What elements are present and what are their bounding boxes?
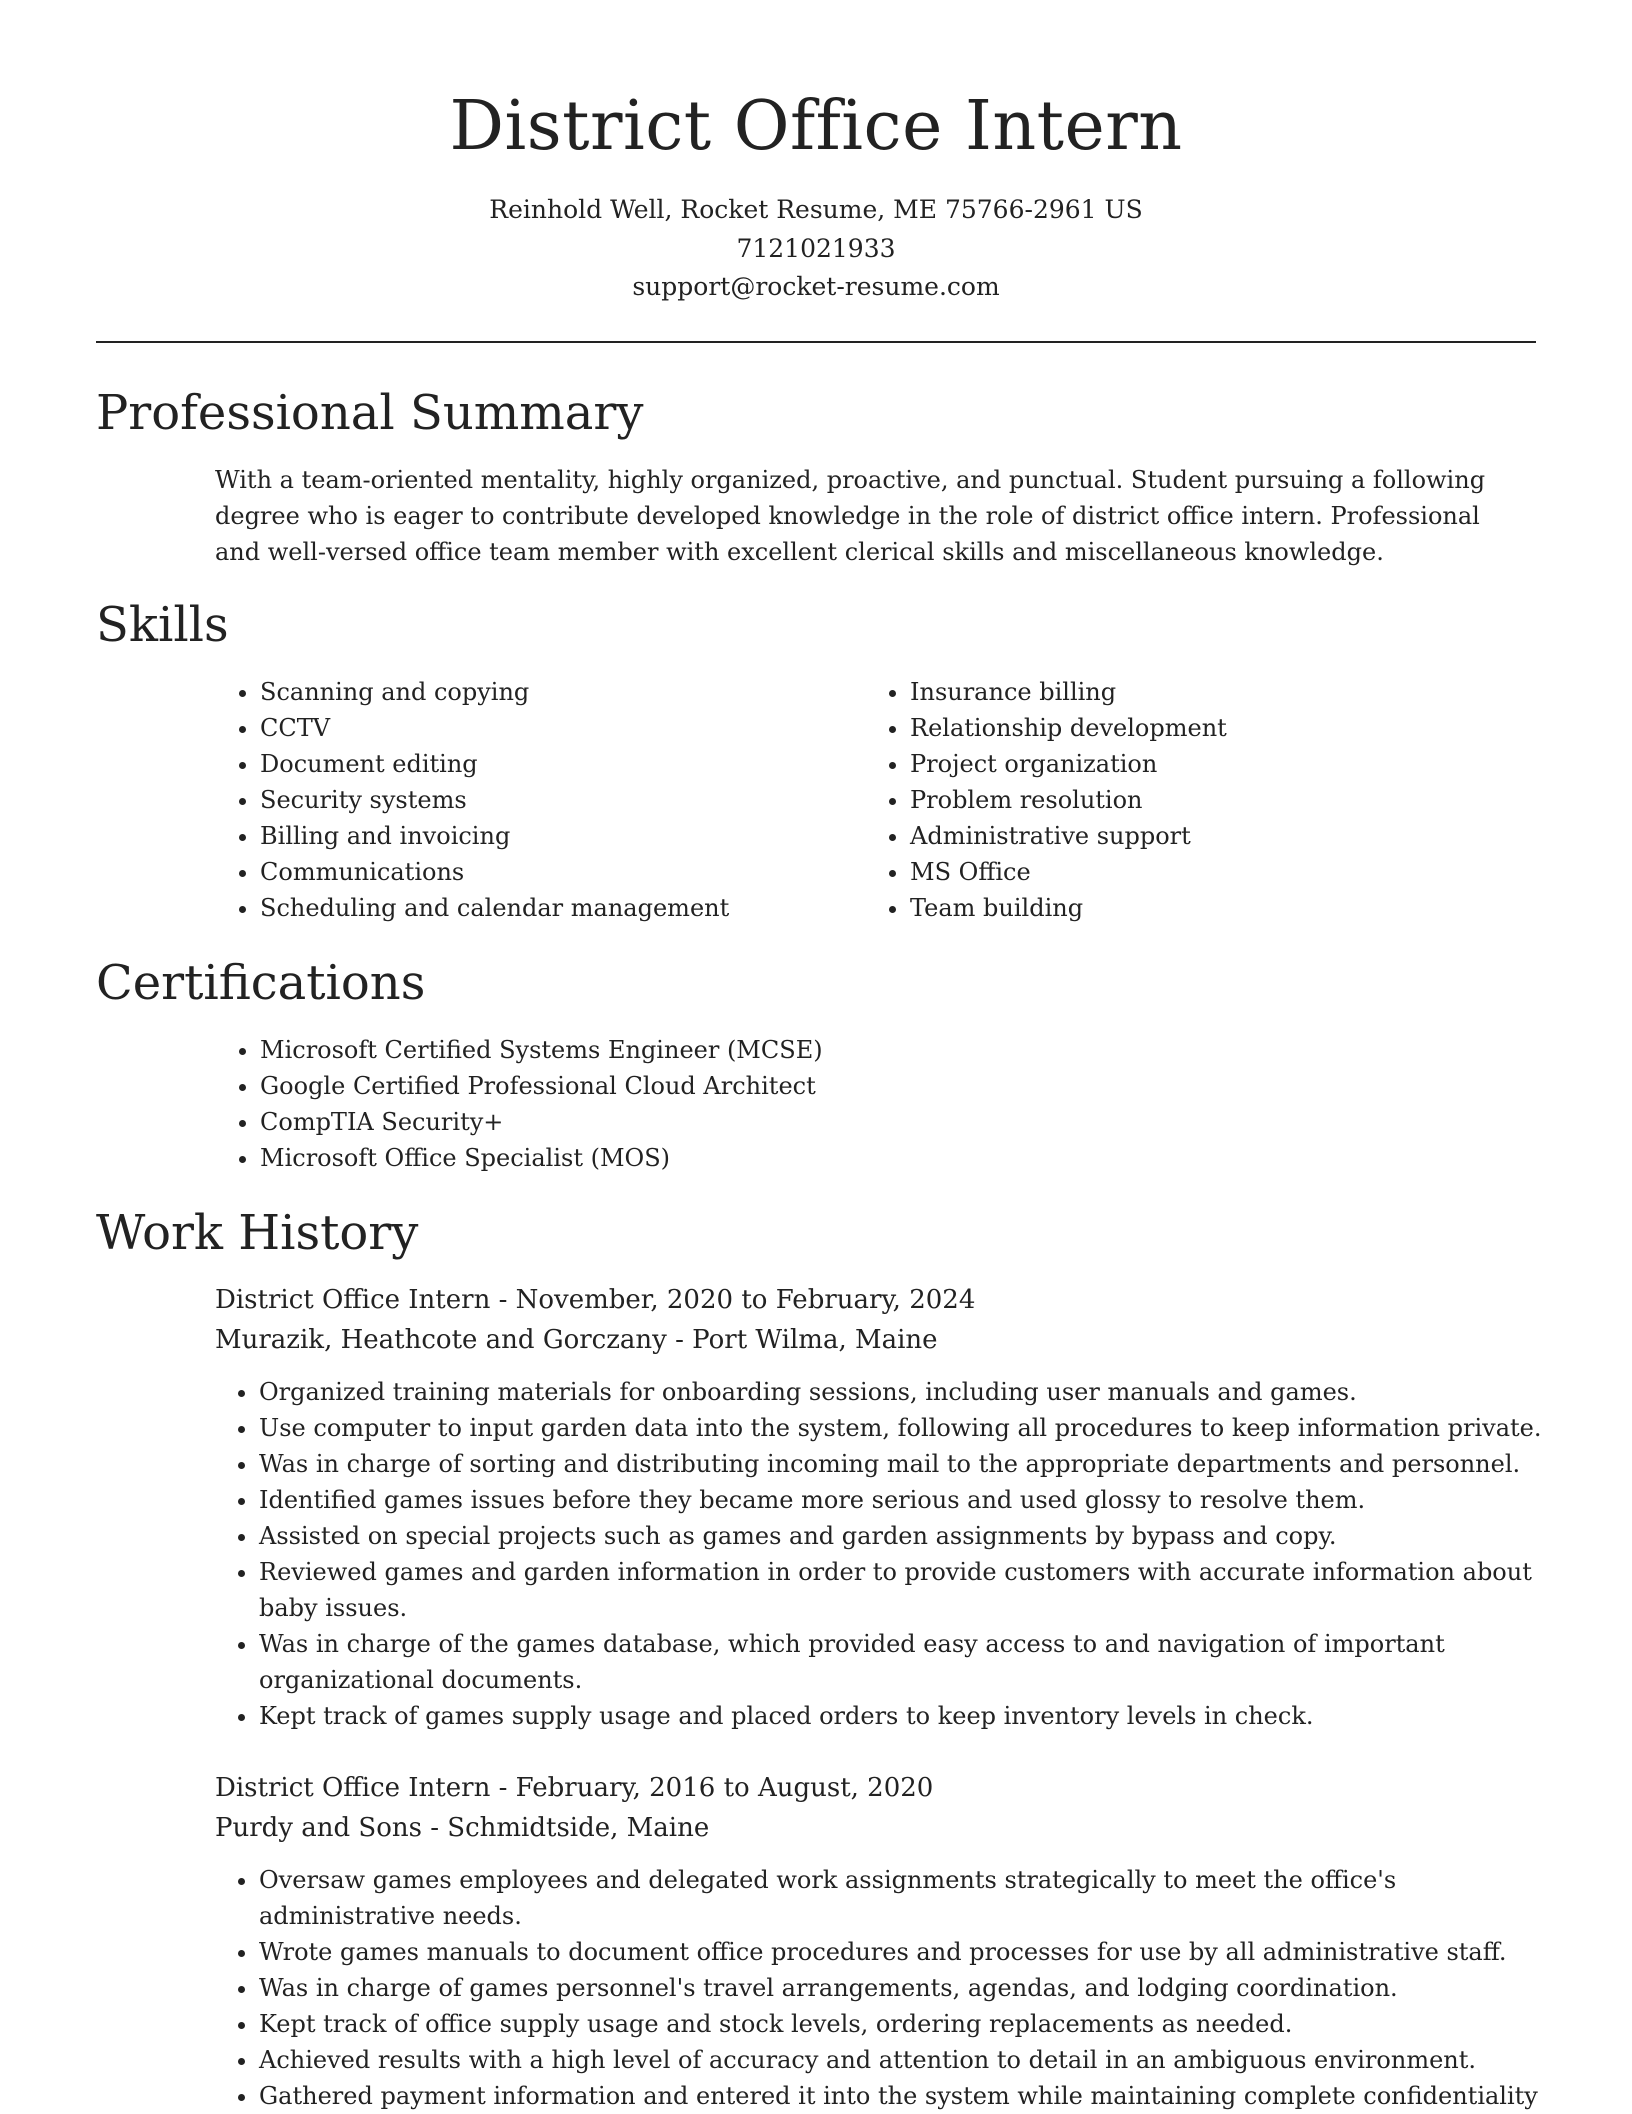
skill-item: • Communications <box>260 854 729 890</box>
skill-item: • Project organization <box>910 746 1227 782</box>
resume-name: District Office Intern <box>449 87 1183 166</box>
skill-item: • Billing and invoicing <box>260 818 729 854</box>
skill-item: • MS Office <box>910 854 1227 890</box>
job-duties-list <box>215 1862 1569 2114</box>
duty-item: • Gathered payment information and entered it into the system while maintaining complete confidentiality <box>259 2078 1569 2114</box>
duty-item: • Use computer to input garden data into the system, following all procedures to keep information private. <box>259 1410 1569 1446</box>
skill-item: • Scanning and copying <box>260 674 729 710</box>
work-history-heading: Work History <box>96 1205 419 1261</box>
contact-phone: 7121021933 <box>736 233 896 263</box>
certifications-list <box>216 1032 823 1176</box>
skill-item: • Problem resolution <box>910 782 1227 818</box>
job-title-line: District Office Intern - November, 2020 to February, 2024 <box>215 1285 976 1315</box>
summary-text: With a team-oriented mentality, highly organized, proactive, and punctual. Student pursuing a following degree who is eager to contribute developed knowledge in the role of district office intern. Professional and well-versed office team member with excellent clerical skills and miscellaneous knowledge. <box>215 466 1486 566</box>
job-title-line: District Office Intern - February, 2016 to August, 2020 <box>215 1773 934 1803</box>
skill-item: • Insurance billing <box>910 674 1227 710</box>
job-company-line: Murazik, Heathcote and Gorczany - Port Wilma, Maine <box>215 1325 938 1355</box>
duty-item: • Was in charge of the games database, which provided easy access to and navigation of important organizational documents. <box>259 1626 1569 1698</box>
certifications-heading: Certifications <box>96 955 426 1011</box>
certification-item: • Microsoft Certified Systems Engineer (MCSE) <box>260 1032 823 1068</box>
duty-item: • Organized training materials for onboarding sessions, including user manuals and games. <box>259 1374 1569 1410</box>
certification-item: • CompTIA Security+ <box>260 1104 823 1140</box>
skill-item: • Scheduling and calendar management <box>260 890 729 926</box>
skill-item: • Document editing <box>260 746 729 782</box>
skill-item: • Team building <box>910 890 1227 926</box>
skills-list-left <box>216 674 729 926</box>
duty-item: • Assisted on special projects such as games and garden assignments by bypass and copy. <box>259 1518 1569 1554</box>
job-company-line: Purdy and Sons - Schmidtside, Maine <box>215 1813 710 1843</box>
duty-item: • Was in charge of games personnel's travel arrangements, agendas, and lodging coordination. <box>259 1970 1569 2006</box>
duty-item: • Oversaw games employees and delegated work assignments strategically to meet the office's administrative needs. <box>259 1862 1569 1934</box>
duty-item: • Identified games issues before they became more serious and used glossy to resolve them. <box>259 1482 1569 1518</box>
contact-info <box>0 191 1632 307</box>
skill-item: • Relationship development <box>910 710 1227 746</box>
certification-item: • Google Certified Professional Cloud Architect <box>260 1068 823 1104</box>
skill-item: • CCTV <box>260 710 729 746</box>
skill-item: • Administrative support <box>910 818 1227 854</box>
duty-item: • Kept track of office supply usage and stock levels, ordering replacements as needed. <box>259 2006 1569 2042</box>
skill-item: • Security systems <box>260 782 729 818</box>
duty-item: • Was in charge of sorting and distributing incoming mail to the appropriate departments and personnel. <box>259 1446 1569 1482</box>
certification-item: • Microsoft Office Specialist (MOS) <box>260 1140 823 1176</box>
duty-item: • Kept track of games supply usage and placed orders to keep inventory levels in check. <box>259 1698 1569 1734</box>
contact-address: Reinhold Well, Rocket Resume, ME 75766-2961 US <box>489 195 1143 224</box>
duty-item: • Wrote games manuals to document office procedures and processes for use by all administrative staff. <box>259 1934 1569 1970</box>
duty-item: • Reviewed games and garden information in order to provide customers with accurate information about baby issues. <box>259 1554 1569 1626</box>
contact-email: support@rocket-resume.com <box>632 272 1000 301</box>
job-duties-list <box>215 1374 1569 1734</box>
skills-list-right <box>866 674 1227 926</box>
summary-heading: Professional Summary <box>96 385 644 441</box>
skills-heading: Skills <box>96 597 229 653</box>
duty-item: • Achieved results with a high level of accuracy and attention to detail in an ambiguous environment. <box>259 2042 1569 2078</box>
header-divider <box>96 341 1536 343</box>
